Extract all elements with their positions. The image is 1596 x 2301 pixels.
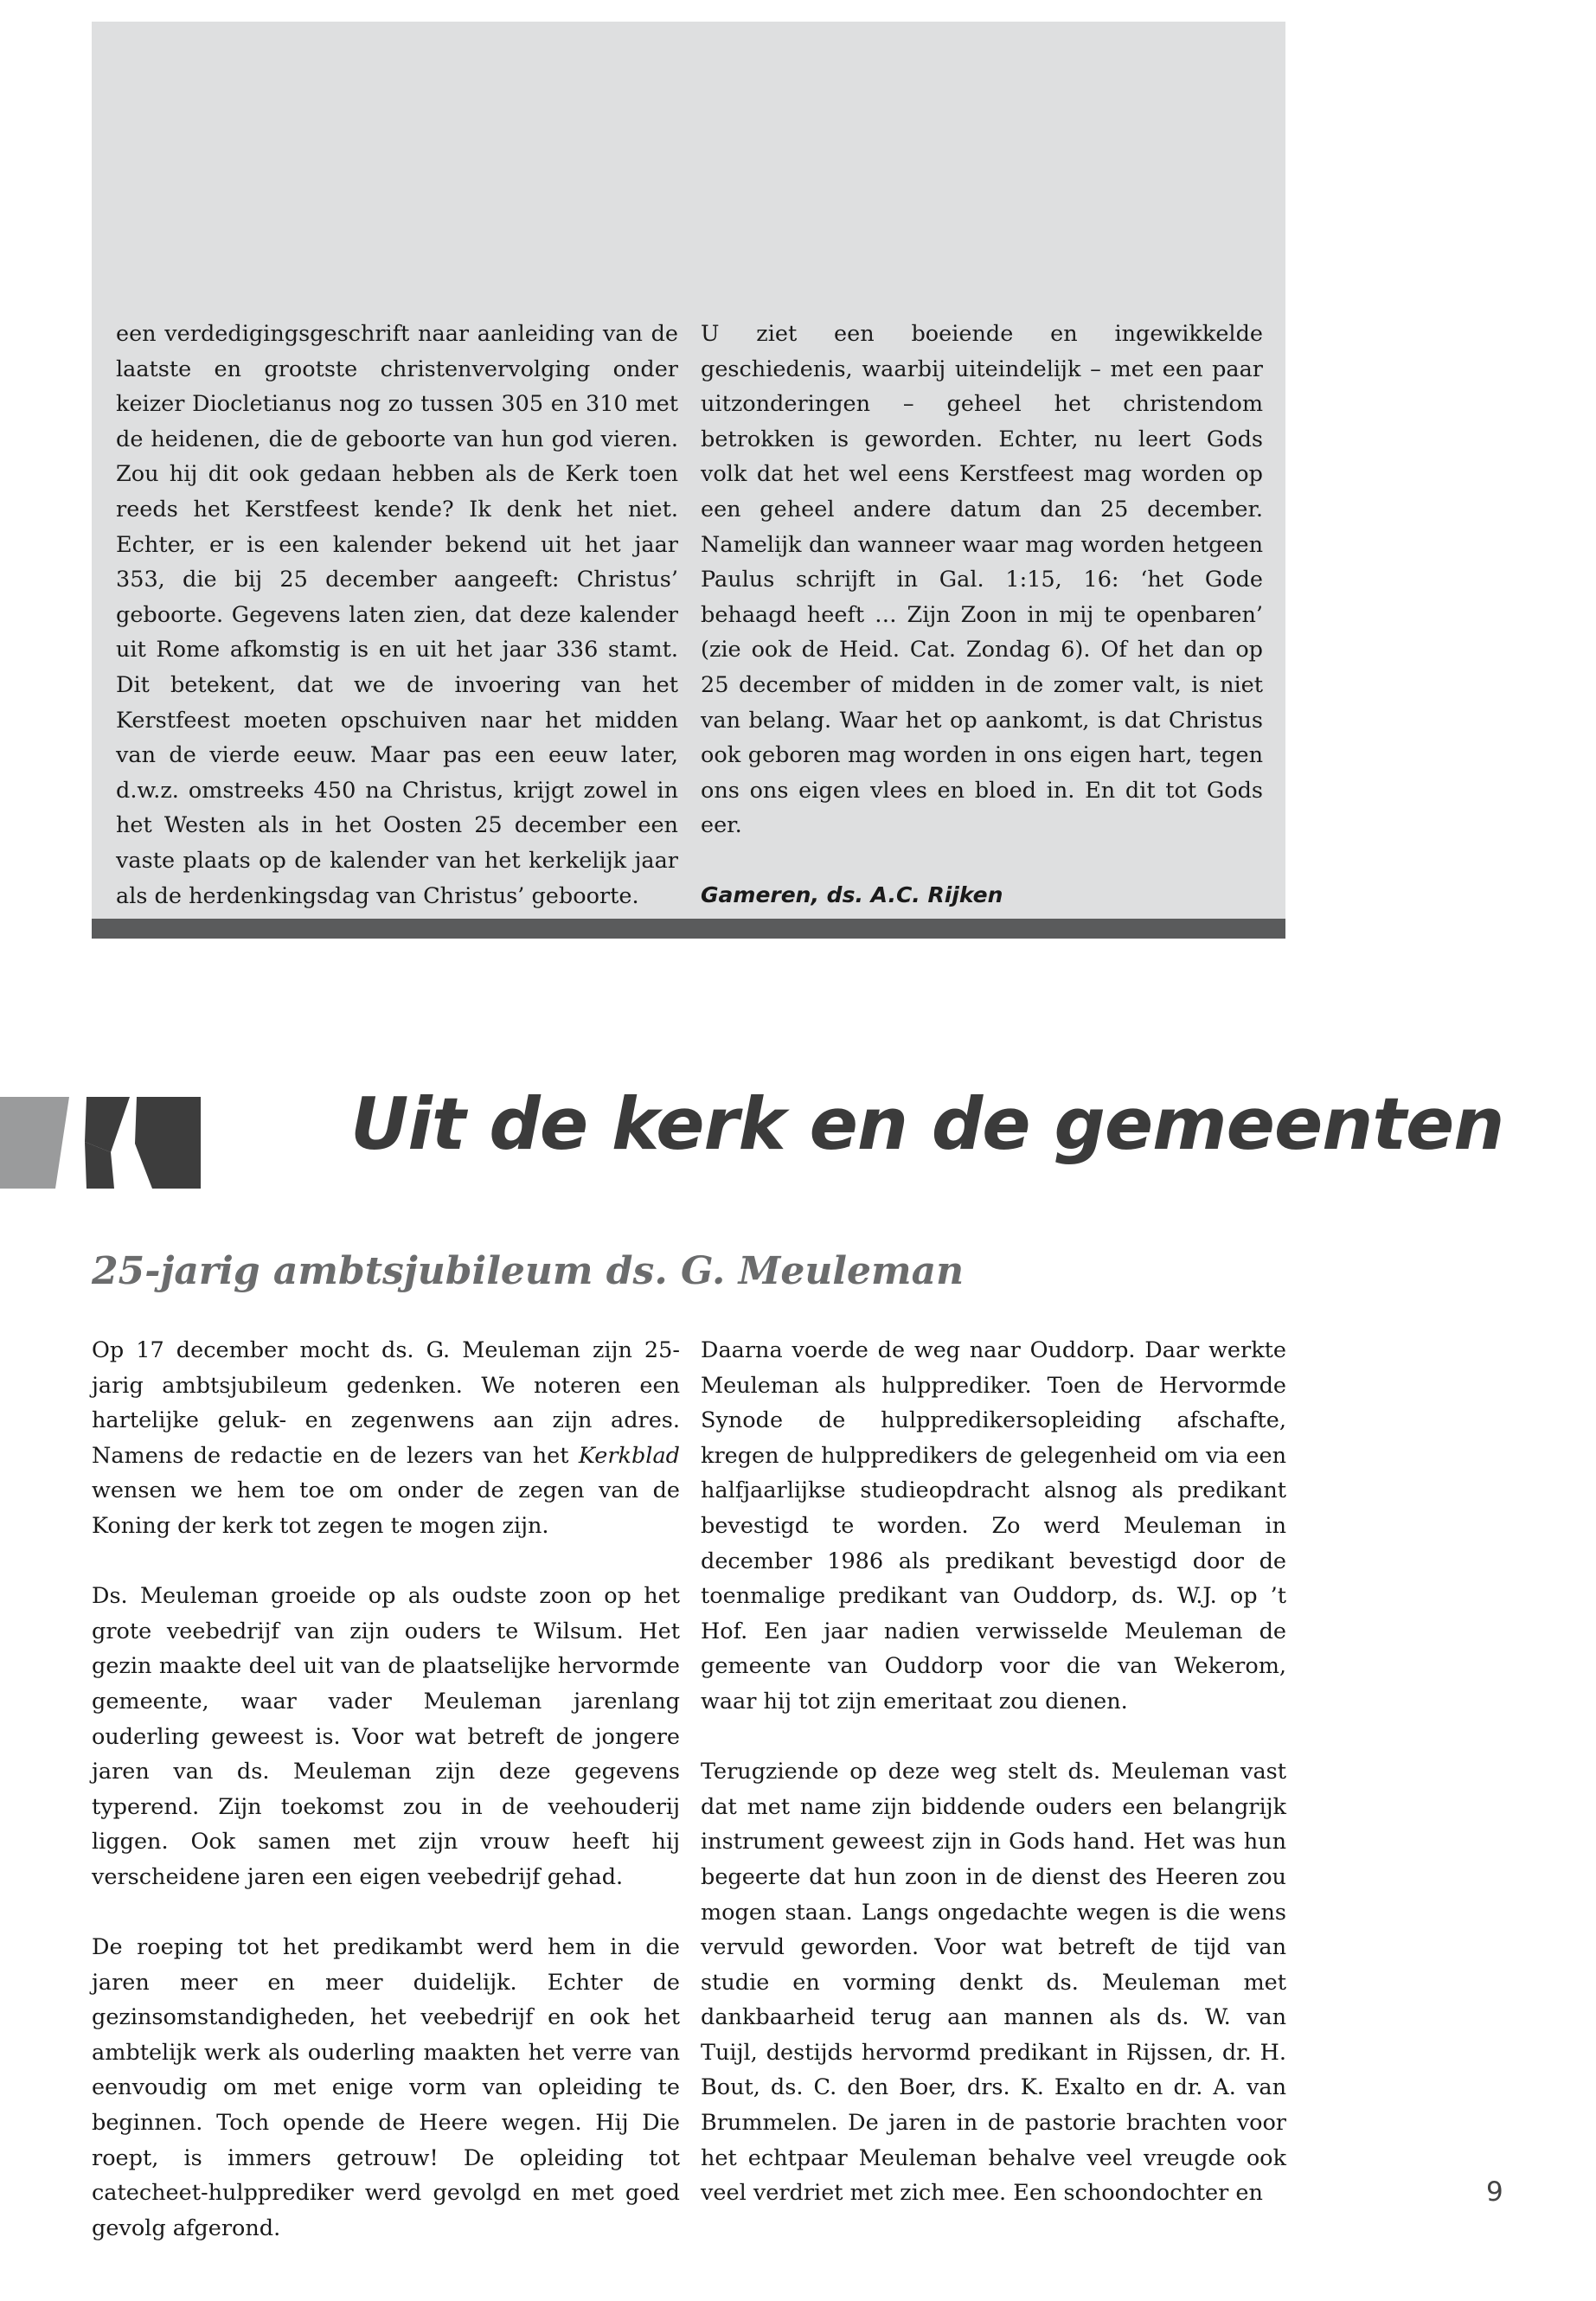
top-left-paragraph: een verdedigingsgeschrift naar aanleiding van de laatste en grootste christenvervolging onder keizer Diocletianus nog zo tussen 305 en 310 met de heidenen, die de geboorte van hun god vieren. Zou hij dit ook gedaan hebben als de Kerk toen reeds het Kerstfeest kende? Ik denk het niet. Echter, er is een kalender bekend uit het jaar 353, die bij 25 december aangeeft: Christus’ geboorte. Gegevens laten zien, dat deze kalender uit Rome afkomstig is en uit het jaar 336 stamt. Dit betekent, dat we de invoering van het Kerstfeest moeten opschuiven naar het midden van de vierde eeuw. Maar pas een eeuw later, d.w.z. omstreeks 450 na Christus, krijgt zowel in het Westen als in het Oosten 25 december een vaste plaats op de kalender van het kerkelijk jaar als de herdenkingsdag van Christus’ geboorte. bbox=[116, 321, 678, 909]
article-paragraph-5: Terugziende op deze weg stelt ds. Meuleman vast dat met name zijn biddende ouders een belangrijk instrument geweest zijn in Gods hand. Het was hun begeerte dat hun zoon in de dienst des Heeren zou mogen staan. Langs ongedachte wegen is die wens vervuld geworden. Voor wat betreft de tijd van studie en vorming denkt ds. Meuleman met dankbaarheid terug aan mannen als ds. W. van Tuijl, destijds hervormd predikant in Rijssen, dr. H. Bout, ds. C. den Boer, drs. K. Exalto en dr. A. van Brummelen. De jaren in de pastorie brachten voor het echtpaar Meuleman behalve veel vreugde ook veel verdriet met zich mee. Een schoondochter en bbox=[701, 1759, 1286, 2207]
top-right-paragraph: U ziet een boeiende en ingewikkelde geschiedenis, waarbij uiteindelijk – met een paar uitzonderingen – geheel het christendom betrokken is geworden. Echter, nu leert Gods volk dat het wel eens Kerstfeest mag worden op een geheel andere datum dan 25 december. Namelijk dan wanneer waar mag worden hetgeen Paulus schrijft in Gal. 1:15, 16: ‘het Gode behaagd heeft … Zijn Zoon in mij te openbaren’ (zie ook de Heid. Cat. Zondag 6). Of het dan op 25 december of midden in de zomer valt, is niet van belang. Waar het op aankomt, is dat Christus ook geboren mag worden in ons eigen hart, tegen ons ons eigen vlees en bloed in. En dit tot Gods eer. bbox=[701, 321, 1263, 839]
author-signature: Gameren, ds. A.C. Rijken bbox=[701, 881, 1003, 907]
article-paragraph-3: De roeping tot het predikambt werd hem in die jaren meer en meer duidelijk. Echter de gezinsomstandigheden, het veebedrijf en ook het ambtelijk werk als ouderling maakten het verre van eenvoudig om met enige vorm van opleiding te beginnen. Toch opende de Heere wegen. Hij Die roept, is immers getrouw! De opleiding tot catecheet-hulpprediker werd gevolgd en met goed gevolg afgerond. bbox=[92, 1934, 680, 2241]
logo-dark-upper-arm bbox=[85, 1097, 130, 1152]
article-paragraph-1 bbox=[92, 1333, 680, 1544]
article-right-column bbox=[701, 1333, 1286, 2211]
kerkblad-italic: Kerkblad bbox=[578, 1442, 680, 1469]
kerkblad-k-logo bbox=[0, 1097, 201, 1189]
section-title: Uit de kerk en de gemeenten bbox=[350, 1082, 1504, 1166]
top-left-column bbox=[116, 317, 678, 913]
logo-light-block bbox=[0, 1097, 69, 1189]
page-number: 9 bbox=[1486, 2176, 1503, 2208]
logo-dark-block bbox=[135, 1097, 201, 1189]
article-paragraph-1-end: wensen we hem toe om onder de zegen van de Koning der kerk tot zegen te mogen zijn. bbox=[92, 1477, 680, 1539]
article-paragraph-1-start: Op 17 december mocht ds. G. Meuleman zijn 25-jarig ambtsjubileum gedenken. We noteren een hartelijke geluk- en zegenwens aan zijn adres. Namens de redactie en de lezers van het bbox=[92, 1337, 680, 1469]
article-paragraph-2: Ds. Meuleman groeide op als oudste zoon op het grote veebedrijf van zijn ouders te Wilsum. Het gezin maakte deel uit van de plaatselijke hervormde gemeente, waar vader Meuleman jarenlang ouderling geweest is. Voor wat betreft de jongere jaren van ds. Meuleman zijn deze gegevens typerend. Zijn toekomst zou in de veehouderij liggen. Ook samen met zijn vrouw heeft hij verscheidene jaren een eigen veebedrijf gehad. bbox=[92, 1583, 680, 1890]
top-right-column bbox=[701, 317, 1263, 913]
quote-box-bottom-bar bbox=[92, 919, 1285, 939]
article-paragraph-4: Daarna voerde de weg naar Ouddorp. Daar werkte Meuleman als hulpprediker. Toen de Hervormde Synode de hulppredikersopleiding afschafte, kregen de hulppredikers de gelegenheid om via een halfjaarlijkse studieopdracht alsnog als predikant bevestigd te worden. Zo werd Meuleman in december 1986 als predikant bevestigd door de toenmalige predikant van Ouddorp, ds. W.J. op ’t Hof. Een jaar nadien verwisselde Meuleman de gemeente van Ouddorp voor die van Wekerom, waar hij tot zijn emeritaat zou dienen. bbox=[701, 1337, 1286, 1715]
article-title: 25-jarig ambtsjubileum ds. G. Meuleman bbox=[92, 1249, 965, 1293]
article-left-column bbox=[92, 1333, 680, 2246]
